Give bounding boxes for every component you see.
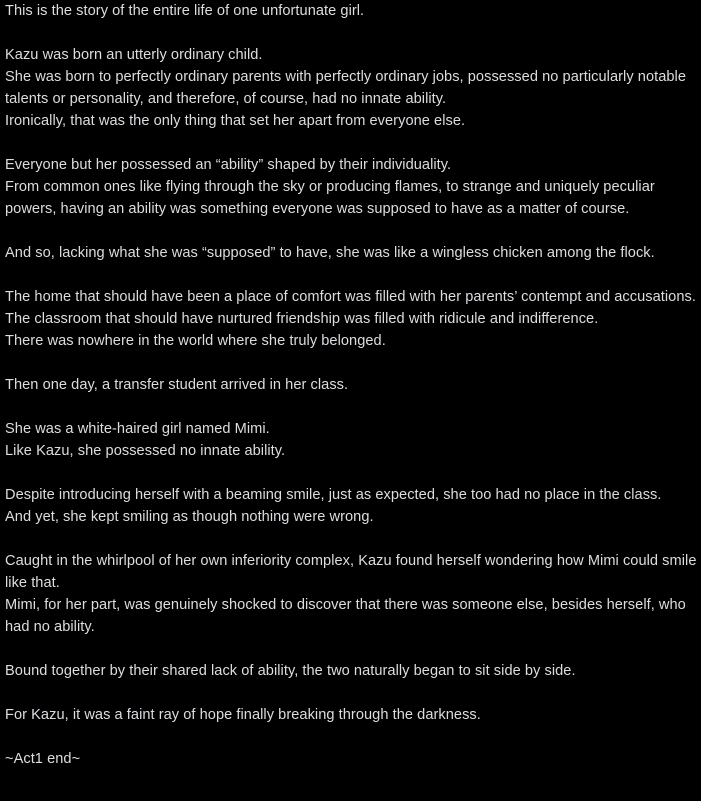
paragraph-intro bbox=[5, 0, 697, 22]
paragraph-wingless bbox=[5, 242, 697, 264]
text-line: Despite introducing herself with a beaming smile, just as expected, she too had no place in the class. bbox=[5, 487, 662, 503]
text-line: The classroom that should have nurtured friendship was filled with ridicule and indifference. bbox=[5, 311, 599, 327]
text-line: Kazu was born an utterly ordinary child. bbox=[5, 47, 263, 63]
text-line: Mimi, for her part, was genuinely shocked to discover that there was someone else, besides herself, who had no ability. bbox=[5, 597, 686, 635]
text-line: For Kazu, it was a faint ray of hope finally breaking through the darkness. bbox=[5, 707, 481, 723]
paragraph-act-end bbox=[5, 748, 697, 770]
story-text bbox=[5, 0, 697, 770]
text-line: From common ones like flying through the sky or producing flames, to strange and uniquely peculiar powers, having an ability was something everyone was supposed to have as a matter of course. bbox=[5, 179, 655, 217]
text-line: Everyone but her possessed an “ability” shaped by their individuality. bbox=[5, 157, 452, 173]
text-line: There was nowhere in the world where she truly belonged. bbox=[5, 333, 386, 349]
text-line: She was born to perfectly ordinary parents with perfectly ordinary jobs, possessed no particularly notable talents or personality, and therefore, of course, had no innate ability. bbox=[5, 69, 687, 107]
paragraph-home-classroom bbox=[5, 286, 697, 352]
paragraph-hope bbox=[5, 704, 697, 726]
paragraph-smile bbox=[5, 484, 697, 528]
paragraph-ability bbox=[5, 154, 697, 220]
paragraph-inferiority bbox=[5, 550, 697, 638]
text-line: Bound together by their shared lack of ability, the two naturally began to sit side by side. bbox=[5, 663, 576, 679]
act-end-marker: ~Act1 end~ bbox=[5, 751, 81, 767]
text-line: And yet, she kept smiling as though nothing were wrong. bbox=[5, 509, 374, 525]
text-line: This is the story of the entire life of one unfortunate girl. bbox=[5, 3, 365, 19]
text-line: She was a white-haired girl named Mimi. bbox=[5, 421, 270, 437]
paragraph-transfer-student bbox=[5, 374, 697, 396]
text-line: The home that should have been a place of comfort was filled with her parents’ contempt and accusations. bbox=[5, 289, 696, 305]
text-line: Ironically, that was the only thing that set her apart from everyone else. bbox=[5, 113, 466, 129]
text-line: Then one day, a transfer student arrived in her class. bbox=[5, 377, 349, 393]
paragraph-kazu-birth bbox=[5, 44, 697, 132]
text-line: Like Kazu, she possessed no innate ability. bbox=[5, 443, 286, 459]
text-line: Caught in the whirlpool of her own inferiority complex, Kazu found herself wondering how Mimi could smile like that. bbox=[5, 553, 697, 591]
paragraph-side-by-side bbox=[5, 660, 697, 682]
text-line: And so, lacking what she was “supposed” to have, she was like a wingless chicken among the flock. bbox=[5, 245, 655, 261]
paragraph-mimi bbox=[5, 418, 697, 462]
